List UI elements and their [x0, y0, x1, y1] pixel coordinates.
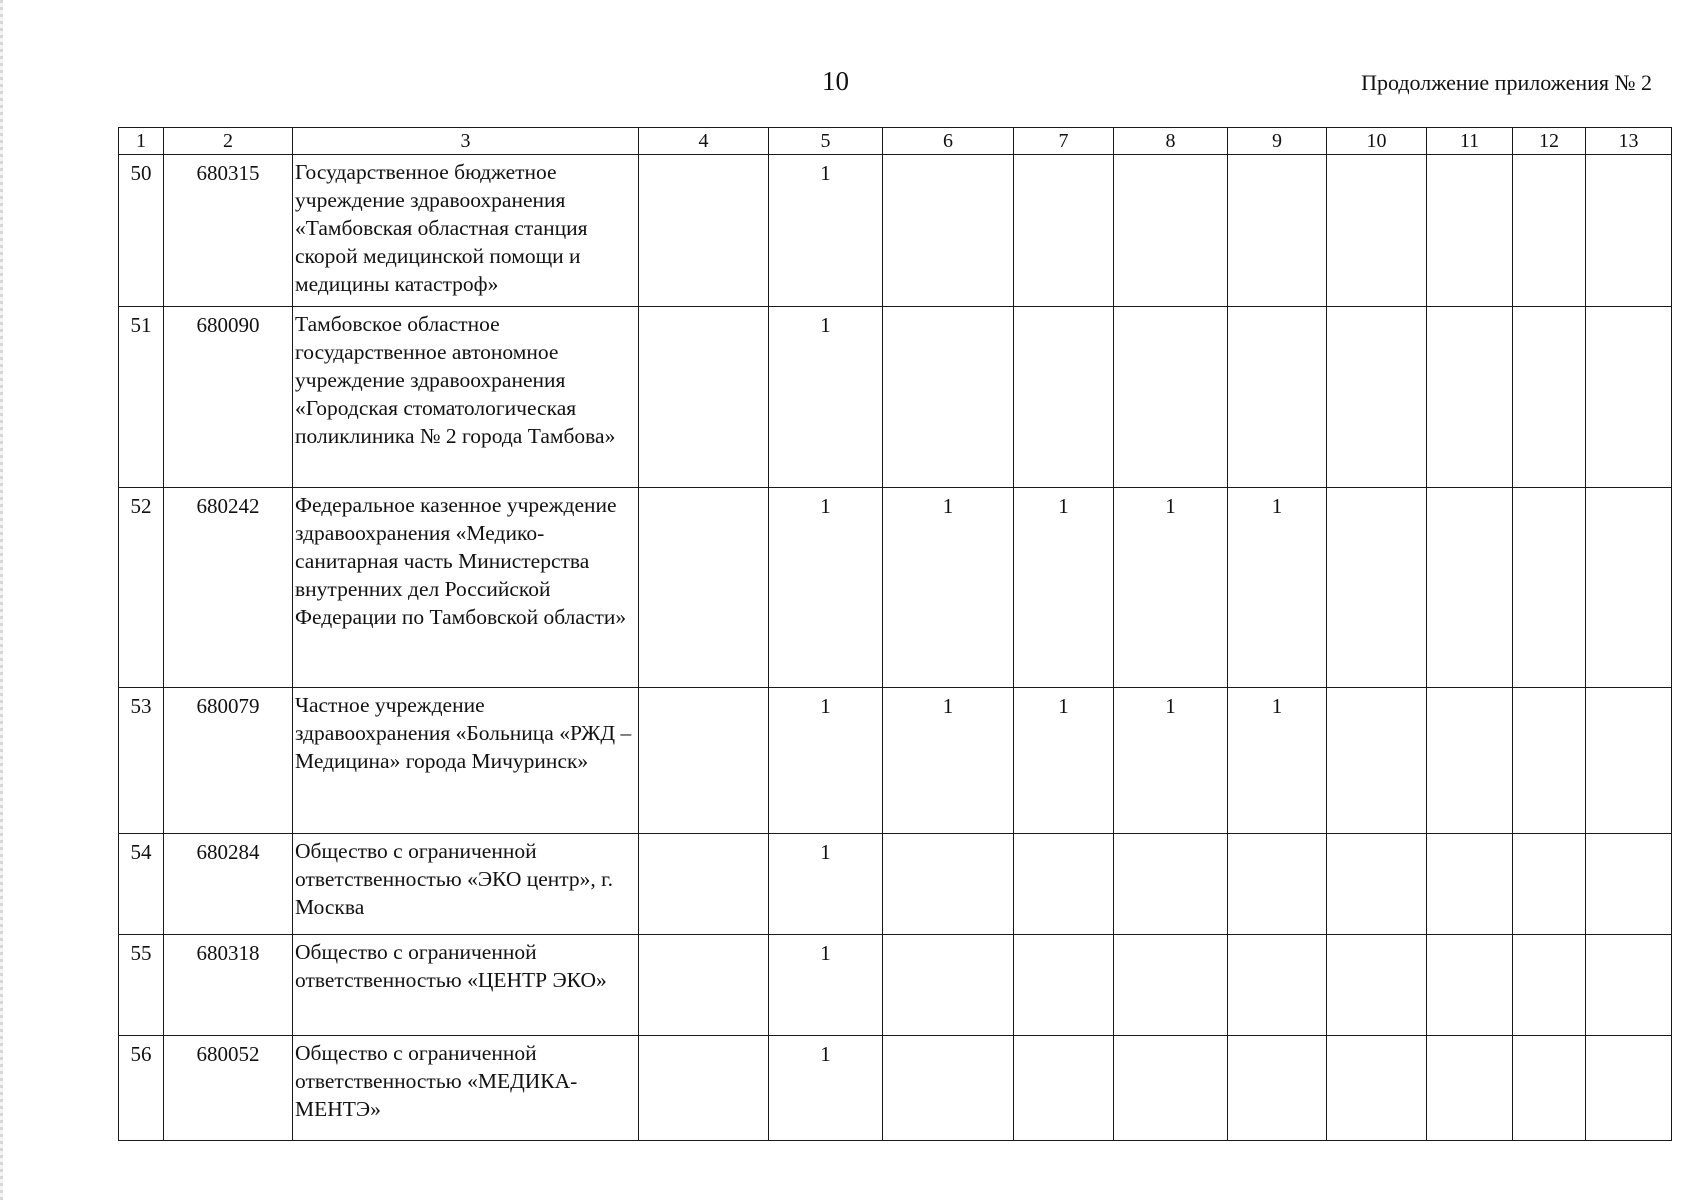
value-cell-col-13	[1586, 155, 1672, 307]
value-cell-col-10	[1327, 155, 1427, 307]
table-row	[119, 488, 1672, 688]
value-cell-col-6	[883, 1036, 1014, 1141]
value-cell-col-4	[639, 1036, 769, 1141]
value-cell-col-5: 1	[769, 307, 883, 488]
value-cell-col-6	[883, 834, 1014, 935]
value-cell-col-5: 1	[769, 488, 883, 688]
column-number-row	[119, 128, 1672, 155]
value-cell-col-11	[1427, 935, 1513, 1036]
value-cell-col-7	[1014, 1036, 1114, 1141]
organization-name-cell: Общество с ограниченной ответственностью «ЦЕНТР ЭКО»	[293, 935, 639, 1036]
column-header: 12	[1513, 128, 1586, 155]
value-cell-col-4	[639, 834, 769, 935]
organization-name-cell: Общество с ограниченной ответственностью «МЕДИКА-МЕНТЭ»	[293, 1036, 639, 1141]
value-cell-col-10	[1327, 1036, 1427, 1141]
value-cell-col-5: 1	[769, 155, 883, 307]
value-cell-col-7	[1014, 935, 1114, 1036]
value-cell-col-9: 1	[1228, 688, 1327, 834]
value-cell-col-4	[639, 935, 769, 1036]
value-cell-col-8: 1	[1114, 488, 1228, 688]
column-header: 7	[1014, 128, 1114, 155]
value-cell-col-12	[1513, 935, 1586, 1036]
value-cell-col-7	[1014, 307, 1114, 488]
row-number-cell: 54	[119, 834, 164, 935]
value-cell-col-6	[883, 307, 1014, 488]
column-header: 13	[1586, 128, 1672, 155]
table-row	[119, 935, 1672, 1036]
code-cell: 680318	[164, 935, 293, 1036]
value-cell-col-13	[1586, 834, 1672, 935]
value-cell-col-9	[1228, 307, 1327, 488]
value-cell-col-8: 1	[1114, 688, 1228, 834]
column-header: 11	[1427, 128, 1513, 155]
value-cell-col-4	[639, 688, 769, 834]
value-cell-col-9	[1228, 1036, 1327, 1141]
code-cell: 680242	[164, 488, 293, 688]
continuation-label: Продолжение приложения № 2	[1361, 70, 1652, 95]
value-cell-col-7: 1	[1014, 688, 1114, 834]
scan-edge	[0, 0, 3, 1200]
value-cell-col-10	[1327, 935, 1427, 1036]
value-cell-col-10	[1327, 834, 1427, 935]
value-cell-col-7	[1014, 155, 1114, 307]
value-cell-col-6: 1	[883, 488, 1014, 688]
value-cell-col-7: 1	[1014, 488, 1114, 688]
column-header: 2	[164, 128, 293, 155]
code-cell: 680315	[164, 155, 293, 307]
row-number-cell: 51	[119, 307, 164, 488]
code-cell: 680090	[164, 307, 293, 488]
organization-name-cell: Общество с ограниченной ответственностью «ЭКО центр», г. Москва	[293, 834, 639, 935]
value-cell-col-4	[639, 307, 769, 488]
value-cell-col-5: 1	[769, 688, 883, 834]
table-row	[119, 307, 1672, 488]
value-cell-col-11	[1427, 688, 1513, 834]
value-cell-col-12	[1513, 1036, 1586, 1141]
column-header: 4	[639, 128, 769, 155]
value-cell-col-11	[1427, 155, 1513, 307]
row-number-cell: 52	[119, 488, 164, 688]
column-header: 6	[883, 128, 1014, 155]
value-cell-col-9	[1228, 935, 1327, 1036]
table-body	[119, 155, 1672, 1141]
value-cell-col-6: 1	[883, 688, 1014, 834]
value-cell-col-8	[1114, 307, 1228, 488]
row-number-cell: 53	[119, 688, 164, 834]
value-cell-col-10	[1327, 688, 1427, 834]
value-cell-col-10	[1327, 307, 1427, 488]
organization-name-cell: Тамбовское областное государственное автономное учреждение здравоохранения «Городская стоматологическая поликлиника № 2 города Тамбова»	[293, 307, 639, 488]
value-cell-col-5: 1	[769, 935, 883, 1036]
value-cell-col-5: 1	[769, 834, 883, 935]
value-cell-col-9: 1	[1228, 488, 1327, 688]
value-cell-col-8	[1114, 935, 1228, 1036]
value-cell-col-12	[1513, 834, 1586, 935]
value-cell-col-12	[1513, 155, 1586, 307]
column-header: 5	[769, 128, 883, 155]
value-cell-col-9	[1228, 155, 1327, 307]
value-cell-col-4	[639, 155, 769, 307]
value-cell-col-11	[1427, 1036, 1513, 1141]
value-cell-col-12	[1513, 488, 1586, 688]
value-cell-col-8	[1114, 834, 1228, 935]
table-row	[119, 688, 1672, 834]
row-number-cell: 50	[119, 155, 164, 307]
value-cell-col-13	[1586, 307, 1672, 488]
value-cell-col-8	[1114, 155, 1228, 307]
page-number: 10	[822, 66, 849, 96]
value-cell-col-11	[1427, 488, 1513, 688]
value-cell-col-4	[639, 488, 769, 688]
row-number-cell: 56	[119, 1036, 164, 1141]
organization-name-cell: Частное учреждение здравоохранения «Больница «РЖД – Медицина» города Мичуринск»	[293, 688, 639, 834]
column-header: 1	[119, 128, 164, 155]
row-number-cell: 55	[119, 935, 164, 1036]
value-cell-col-7	[1014, 834, 1114, 935]
value-cell-col-6	[883, 155, 1014, 307]
column-header: 10	[1327, 128, 1427, 155]
value-cell-col-12	[1513, 307, 1586, 488]
table-row	[119, 1036, 1672, 1141]
value-cell-col-5: 1	[769, 1036, 883, 1141]
annex-table	[118, 127, 1672, 1141]
value-cell-col-10	[1327, 488, 1427, 688]
column-header: 8	[1114, 128, 1228, 155]
organization-name-cell: Федеральное казенное учреждение здравоохранения «Медико-санитарная часть Министерства внутренних дел Российской Федерации по Тамбовской области»	[293, 488, 639, 688]
value-cell-col-13	[1586, 1036, 1672, 1141]
value-cell-col-8	[1114, 1036, 1228, 1141]
value-cell-col-12	[1513, 688, 1586, 834]
value-cell-col-13	[1586, 688, 1672, 834]
table-row	[119, 155, 1672, 307]
column-header: 9	[1228, 128, 1327, 155]
table-row	[119, 834, 1672, 935]
code-cell: 680052	[164, 1036, 293, 1141]
value-cell-col-13	[1586, 488, 1672, 688]
code-cell: 680079	[164, 688, 293, 834]
organization-name-cell: Государственное бюджетное учреждение здравоохранения «Тамбовская областная станция скорой медицинской помощи и медицины катастроф»	[293, 155, 639, 307]
value-cell-col-11	[1427, 834, 1513, 935]
code-cell: 680284	[164, 834, 293, 935]
value-cell-col-11	[1427, 307, 1513, 488]
value-cell-col-13	[1586, 935, 1672, 1036]
column-header: 3	[293, 128, 639, 155]
value-cell-col-6	[883, 935, 1014, 1036]
value-cell-col-9	[1228, 834, 1327, 935]
